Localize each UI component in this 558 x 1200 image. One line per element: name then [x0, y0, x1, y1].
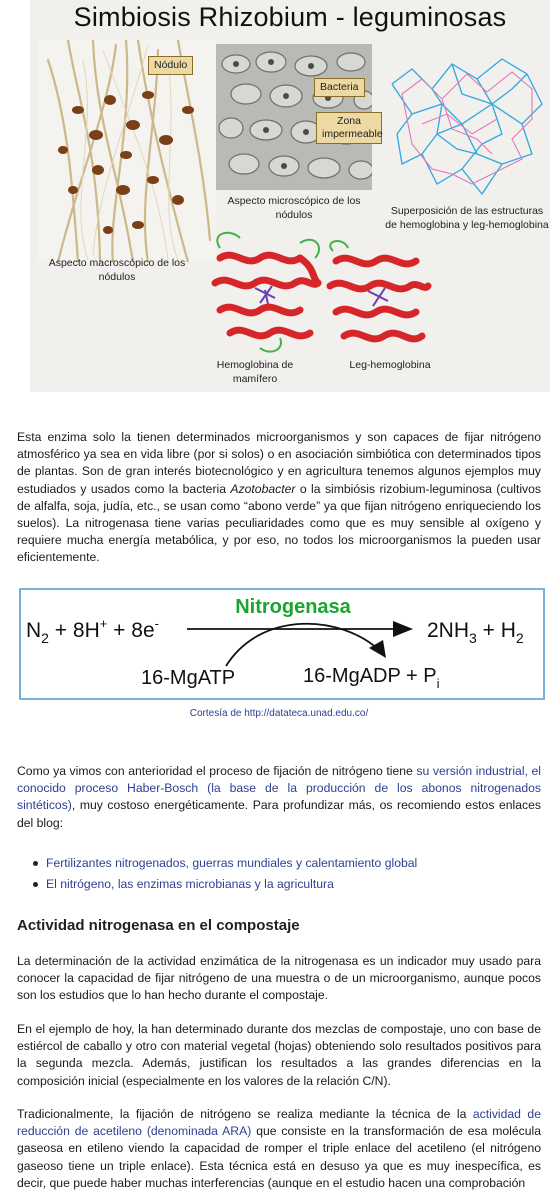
leg-hemoglobin-structure [318, 236, 436, 356]
paragraph-determination: La determinación de la actividad enzimática de la nitrogenasa es un indicador muy usado para conocer la capacidad de fijar nitrógeno de una muestra o de un microorganismo, aunque pocos son los estudios que lo han hecho durante el compostaje. [17, 954, 541, 1003]
related-links-list [30, 853, 417, 895]
callout-zona-impermeable: Zona impermeable [316, 112, 382, 144]
superposition-structure [382, 44, 548, 204]
paragraph-ara [17, 1106, 541, 1192]
caption-hemoglobin: Hemoglobina de mamífero [216, 359, 294, 385]
nitrogeno-enzimas-link[interactable]: El nitrógeno, las enzimas microbianas y la agricultura [46, 877, 334, 891]
ara-link[interactable]: actividad de reducción de acetileno (denominada ARA) [17, 1107, 541, 1139]
paragraph-ara-text: Tradicionalmente, la fijación de nitrógeno se realiza mediante la técnica de la [17, 1107, 467, 1121]
azotobacter-term: Azotobacter [230, 481, 296, 496]
caption-microscopic: Aspecto microscópico de los nódulos [227, 195, 361, 221]
caption-macroscopic: Aspecto macroscópico de los nódulos [48, 257, 186, 283]
enzyme-label: Nitrogenasa [235, 596, 351, 618]
paragraph-haber-text: Como ya vimos con anterioridad el proceso de fijación de nitrógeno tiene [17, 764, 413, 778]
reaction-arrowhead [393, 621, 413, 637]
atp-label: 16-MgATP [141, 667, 236, 689]
paragraph-haber-bosch [17, 763, 541, 832]
reactants-label: $N_2 + 8H^+ + 8e^-$ [26, 616, 159, 646]
paragraph-example: En el ejemplo de hoy, la han determinado durante dos mezclas de compostaje, uno con base de estiércol de caballo y otro con material vegetal (hojas) obteniendo solo resultados positivos para la segunda mezcla. Además, justifican los resultados a las grandes diferencias en la composición inicial (especialmente en los valores de la relación C/N). [17, 1022, 541, 1088]
equation-graphic [21, 590, 543, 698]
energy-curve-arrow [226, 624, 379, 666]
fertilizantes-link[interactable]: Fertilizantes nitrogenados, guerras mundiales y calentamiento global [46, 856, 418, 870]
hemoglobin-structure [200, 228, 330, 356]
paragraph-ara-rest: que consiste en la transformación de esa molécula gaseosa en etileno viendo la capacidad de romper el triple enlace del acetileno (el nitrógeno gaseoso tiene un triple enlace). Esta técnica está en desuso ya que es muy inespecífica, es decir, que puede haber muchas interferencias (aunque en el estudio hacen una comprobación [17, 1124, 542, 1190]
equation-credit: Cortesía de http://datateca.unad.edu.co/ [189, 708, 369, 719]
energy-curve-arrowhead [369, 640, 386, 658]
callout-nodulo: Nódulo [148, 56, 193, 75]
nitrogenase-equation [19, 588, 545, 700]
figure-title: Simbiosis Rhizobium - leguminosas [73, 2, 507, 32]
paragraph-haber-rest: , muy costoso energéticamente. Para profundizar más, os recomiendo estos enlaces del blog: [17, 798, 541, 830]
paragraph-enzyme-rest: o la simbiósis rizobium-leguminosa (cultivos de alfalfa, soja, judía, etc., se usan como “abono verde” ya que fijan nitrógeno enriqueciendo los suelos). La nitrogenasa tiene varias peculiaridades como que es muy sensible al oxígeno y requiere mucha energía metabólica, y por eso, no todos los microorganismos la pueden usar eficientemente. [17, 481, 542, 565]
products-label: $2NH_3 + H_2$ [427, 619, 524, 646]
caption-leg-hemoglobin: Leg-hemoglobina [349, 359, 431, 371]
list-item [30, 874, 417, 895]
paragraph-enzyme [17, 429, 541, 567]
caption-superposition: Superposición de las estructuras de hemoglobina y leg-hemoglobina [385, 205, 549, 231]
callout-bacteria: Bacteria [314, 78, 365, 97]
haber-bosch-link[interactable]: su versión industrial, el conocido proceso Haber-Bosch (la base de la producción de los abonos nitrogenados sintéticos) [17, 764, 541, 813]
section-heading: Actividad nitrogenasa en el compostaje [17, 917, 300, 934]
rhizobium-figure [30, 0, 550, 392]
list-item [30, 853, 417, 874]
paragraph-enzyme-text: Esta enzima solo la tienen determinados microorganismos y son capaces de fijar nitrógeno atmosférico ya sea en vida libre (por si solos) o en asociación simbiótica con determinados tipos de plantas. Son de gran interés biotecnológico y en agricultura tenemos algunos ejemplos muy estudiados y usados como la bacteria [17, 430, 541, 496]
adp-label: 16-MgADP + $P_i$ [303, 665, 440, 691]
